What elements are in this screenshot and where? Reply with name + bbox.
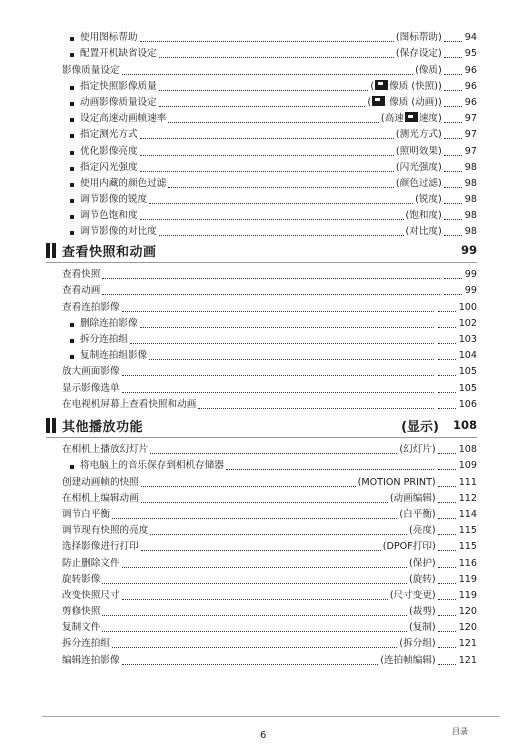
section-header-view	[46, 238, 477, 263]
section-marker-icon	[46, 243, 56, 258]
section-title: 查看快照和动画	[62, 244, 157, 260]
toc-entry-reference-text: (饱和度)	[405, 210, 442, 222]
dot-leader	[198, 407, 433, 409]
toc-entry-page: 108	[458, 444, 477, 456]
dot-leader	[102, 614, 407, 616]
dot-leader	[130, 342, 434, 344]
footer-label: 目录	[452, 727, 468, 736]
toc-entry-label: 将电脑上的音乐保存到相机存储器	[80, 460, 224, 472]
toc-entry-label: 查看动画	[62, 285, 101, 297]
toc-list-top	[62, 28, 477, 238]
toc-entry-label: 指定闪光强度	[80, 161, 138, 173]
dot-leader	[168, 186, 394, 188]
dot-leader	[102, 582, 407, 584]
toc-entry[interactable]	[62, 489, 477, 505]
toc-entry-label: 拆分连拍组	[80, 333, 128, 345]
toc-entry-label: 旋转影像	[62, 573, 101, 585]
footer-divider	[42, 716, 500, 717]
bullet-icon	[70, 323, 74, 327]
dot-leader	[226, 468, 434, 470]
dot-leader	[444, 293, 462, 295]
dot-leader	[438, 549, 456, 551]
toc-entry-reference-text: (旋转)	[409, 573, 436, 585]
toc-entry-reference	[383, 541, 436, 553]
dot-leader	[438, 310, 456, 312]
bullet-icon	[70, 465, 74, 469]
toc-entry[interactable]	[62, 28, 477, 44]
toc-entry-page: 98	[464, 226, 477, 238]
toc-entry[interactable]	[62, 537, 477, 553]
toc-entry-page: 119	[458, 573, 477, 585]
bullet-icon	[70, 151, 74, 155]
dot-leader	[438, 646, 456, 648]
dot-leader	[140, 137, 394, 139]
toc-entry-page: 99	[464, 269, 477, 281]
toc-entry-page: 97	[464, 129, 477, 141]
toc-entry-label: 放大画面影像	[62, 366, 120, 378]
toc-entry-page: 98	[464, 177, 477, 189]
dot-leader	[444, 56, 462, 58]
dot-leader	[141, 501, 388, 503]
toc-entry[interactable]	[62, 456, 477, 472]
toc-entry[interactable]	[62, 378, 477, 394]
quality-icon	[405, 112, 418, 122]
toc-entry-reference-text: (闪光强度)	[395, 161, 442, 173]
toc-entry-reference-text: (动画编辑)	[389, 492, 436, 504]
toc-entry-reference	[406, 210, 442, 222]
toc-entry-label: 选择影像进行打印	[62, 541, 139, 553]
dot-leader	[444, 105, 462, 107]
toc-entry[interactable]	[62, 222, 477, 238]
dot-leader	[438, 533, 456, 535]
dot-leader	[102, 277, 439, 279]
toc-entry[interactable]	[62, 472, 477, 488]
toc-entry[interactable]	[62, 158, 477, 174]
toc-entry-page: 94	[464, 32, 477, 44]
toc-entry-page: 120	[458, 622, 477, 634]
toc-entry[interactable]	[62, 570, 477, 586]
toc-entry-reference	[396, 48, 442, 60]
toc-entry-page: 115	[458, 525, 477, 537]
toc-entry-reference: ( 像质 (快照))	[370, 80, 442, 92]
dot-leader	[444, 277, 462, 279]
toc-entry[interactable]	[62, 346, 477, 362]
dot-leader	[140, 170, 394, 172]
toc-entry-reference	[358, 477, 436, 489]
dot-leader	[438, 485, 456, 487]
toc-entry-page: 121	[458, 638, 477, 650]
bullet-icon	[70, 183, 74, 187]
toc-entry-page: 114	[458, 508, 477, 520]
toc-entry-page: 99	[464, 285, 477, 297]
dot-leader	[438, 598, 456, 600]
toc-entry-reference	[415, 194, 442, 206]
toc-list-view	[62, 265, 477, 411]
dot-leader	[168, 121, 379, 123]
dot-leader	[159, 56, 394, 58]
toc-entry-page: 96	[464, 64, 477, 76]
toc-entry-page: 121	[458, 654, 477, 666]
toc-entry-label: 调节白平衡	[62, 508, 110, 520]
footer-page-number: 6	[260, 730, 267, 741]
toc-entry-page: 98	[464, 210, 477, 222]
toc-entry-page: 100	[458, 301, 477, 313]
toc-entry-label: 编辑连拍影像	[62, 654, 120, 666]
toc-entry-page: 103	[458, 333, 477, 345]
dot-leader	[438, 582, 456, 584]
toc-entry[interactable]	[62, 602, 477, 618]
dot-leader	[438, 407, 456, 409]
toc-entry-reference-text: (保护)	[409, 557, 436, 569]
toc-entry-page: 106	[458, 398, 477, 410]
bullet-icon	[70, 134, 74, 138]
dot-leader	[444, 170, 462, 172]
toc-entry-page: 98	[464, 194, 477, 206]
dot-leader	[438, 630, 456, 632]
toc-entry-page: 105	[458, 382, 477, 394]
dot-leader	[438, 326, 456, 328]
toc-entry-reference-text: (裁剪)	[409, 606, 436, 618]
toc-entry-page: 109	[458, 460, 477, 472]
bullet-icon	[70, 167, 74, 171]
dot-leader	[444, 137, 462, 139]
section-title: 其他播放功能	[62, 419, 144, 435]
dot-leader	[149, 202, 413, 204]
bullet-icon	[70, 37, 74, 41]
dot-leader	[444, 73, 462, 75]
toc-entry[interactable]	[62, 281, 477, 297]
dot-leader	[122, 391, 434, 393]
dot-leader	[444, 202, 462, 204]
toc-entry-label: 复制文件	[62, 622, 101, 634]
toc-entry-page: 96	[464, 96, 477, 108]
section-marker-icon	[46, 418, 56, 433]
toc-entry-reference-text: (像质)	[415, 64, 442, 76]
toc-entry-page: 115	[458, 541, 477, 553]
toc-entry-label: 在相机上播放幻灯片	[62, 444, 149, 456]
toc-entry-label: 指定测光方式	[80, 129, 138, 141]
dot-leader	[102, 630, 407, 632]
toc-entry-reference-text: 速度)	[418, 113, 442, 125]
dot-leader	[438, 566, 456, 568]
toc-entry[interactable]	[62, 314, 477, 330]
toc-entry-page: 97	[464, 113, 477, 125]
dot-leader	[438, 358, 456, 360]
toc-entry-reference	[390, 590, 436, 602]
dot-leader	[112, 646, 397, 648]
toc-entry-reference	[406, 226, 442, 238]
toc-entry-label: 设定高速动画帧速率	[80, 113, 167, 125]
toc-entry-reference	[399, 638, 435, 650]
dot-leader	[438, 468, 456, 470]
dot-leader	[122, 374, 434, 376]
toc-entry[interactable]	[62, 141, 477, 157]
dot-leader	[150, 452, 397, 454]
section-page: 108	[452, 418, 477, 432]
toc-entry-label: 调节影像的对比度	[80, 226, 157, 238]
toc-entry[interactable]	[62, 125, 477, 141]
dot-leader	[140, 40, 394, 42]
toc-entry-reference-text: 像质 (动画)	[386, 96, 439, 108]
toc-entry-reference	[409, 622, 436, 634]
toc-entry[interactable]	[62, 60, 477, 76]
toc-entry-label: 在相机上编辑动画	[62, 492, 139, 504]
toc-entry[interactable]	[62, 297, 477, 313]
dot-leader	[438, 614, 456, 616]
toc-entry-label: 拆分连拍组	[62, 638, 110, 650]
toc-entry[interactable]	[62, 109, 477, 125]
dot-leader	[149, 358, 434, 360]
toc-entry-label: 在电视机屏幕上查看快照和动画	[62, 398, 197, 410]
section-page: 99	[460, 243, 477, 257]
toc-entry-reference-text: 像质 (快照)	[389, 80, 439, 92]
dot-leader	[438, 342, 456, 344]
toc-entry-page: 111	[458, 476, 477, 488]
toc-entry-label: 改变快照尺寸	[62, 589, 120, 601]
toc-entry[interactable]	[62, 395, 477, 411]
toc-entry[interactable]	[62, 174, 477, 190]
toc-entry[interactable]	[62, 618, 477, 634]
toc-entry-label: 创建动画帧的快照	[62, 476, 139, 488]
toc-entry-reference	[396, 146, 442, 158]
toc-entry-reference	[381, 112, 442, 125]
toc-entry-label: 使用内藏的颜色过滤	[80, 177, 167, 189]
dot-leader	[159, 105, 366, 107]
toc-entry[interactable]	[62, 77, 477, 93]
toc-entry-label: 调节色饱和度	[80, 210, 138, 222]
toc-entry-reference	[399, 509, 435, 521]
bullet-icon	[70, 102, 74, 106]
dot-leader	[122, 73, 414, 75]
bullet-icon	[70, 339, 74, 343]
section-subtitle: (显示)	[401, 419, 439, 435]
toc-entry[interactable]	[62, 44, 477, 60]
toc-entry-reference: ( 像质 (动画))	[367, 96, 442, 108]
toc-entry-reference	[399, 444, 435, 456]
toc-entry-page: 95	[464, 48, 477, 60]
bullet-icon	[70, 355, 74, 359]
toc-entry-reference	[380, 655, 435, 667]
toc-entry-reference-text: (照明效果)	[395, 145, 442, 157]
toc-entry[interactable]	[62, 440, 477, 456]
toc-entry[interactable]	[62, 650, 477, 666]
toc-entry-reference	[396, 129, 442, 141]
toc-entry-label: 优化影像亮度	[80, 145, 138, 157]
dot-leader	[140, 154, 394, 156]
toc-entry-page: 98	[464, 161, 477, 173]
toc-entry-page: 116	[458, 557, 477, 569]
dot-leader	[438, 517, 456, 519]
dot-leader	[438, 452, 456, 454]
toc-entry-page: 104	[458, 350, 477, 362]
toc-entry-reference-text: (测光方式)	[395, 129, 442, 141]
toc-entry-reference	[396, 178, 442, 190]
dot-leader	[438, 391, 456, 393]
toc-entry-page: 119	[458, 589, 477, 601]
toc-entry-reference-text: (连拍帧编辑)	[380, 654, 436, 666]
toc-entry-reference-text: (保存设定)	[395, 48, 442, 60]
toc-entry-reference-text: (复制)	[409, 622, 436, 634]
dot-leader	[140, 218, 404, 220]
toc-entry[interactable]	[62, 505, 477, 521]
toc-entry-label: 配置开机缺省设定	[80, 48, 157, 60]
toc-entry[interactable]	[62, 265, 477, 281]
toc-entry-label: 调节现有快照的亮度	[62, 525, 149, 537]
dot-leader	[444, 186, 462, 188]
toc-entry-page: 105	[458, 366, 477, 378]
toc-entry-reference	[390, 493, 436, 505]
toc-entry-reference	[396, 162, 442, 174]
dot-leader	[159, 89, 369, 91]
dot-leader	[444, 154, 462, 156]
toc-entry-reference	[409, 558, 436, 570]
toc-list-playback	[62, 440, 477, 667]
toc-entry-label: 显示影像选单	[62, 382, 120, 394]
dot-leader	[122, 663, 379, 665]
dot-leader	[444, 89, 462, 91]
section-header-playback	[46, 413, 477, 438]
toc-entry-reference-text: (DPOF打印)	[382, 541, 436, 553]
toc-entry-label: 影像质量设定	[62, 64, 120, 76]
bullet-icon	[70, 231, 74, 235]
toc-entry-label: 查看快照	[62, 269, 101, 281]
toc-entry[interactable]	[62, 93, 477, 109]
bullet-icon	[70, 53, 74, 57]
dot-leader	[438, 501, 456, 503]
toc-entry-page: 112	[458, 492, 477, 504]
bullet-icon	[70, 118, 74, 122]
toc-entry[interactable]	[62, 634, 477, 650]
toc-entry-reference-text: (白平衡)	[399, 508, 436, 520]
dot-leader	[444, 121, 462, 123]
toc-entry-label: 剪修快照	[62, 606, 101, 618]
toc-entry[interactable]	[62, 206, 477, 222]
toc-entry-reference-text: (亮度)	[409, 525, 436, 537]
toc-entry[interactable]	[62, 586, 477, 602]
toc-entry-reference	[409, 574, 436, 586]
toc-entry-reference-prefix: (高速	[380, 113, 404, 125]
toc-entry-reference-text: (对比度)	[405, 226, 442, 238]
toc-entry-label: 指定快照影像质量	[80, 80, 157, 92]
toc-entry-label: 调节影像的锐度	[80, 194, 148, 206]
toc-entry-reference-text: (锐度)	[415, 194, 442, 206]
toc-entry-reference	[409, 606, 436, 618]
toc-entry-label: 使用图标帮助	[80, 32, 138, 44]
dot-leader	[444, 234, 462, 236]
dot-leader	[122, 566, 407, 568]
toc-entry-reference-text: (尺寸变更)	[389, 589, 436, 601]
toc-entry-reference-text: (颜色过滤)	[395, 177, 442, 189]
dot-leader	[141, 485, 356, 487]
dot-leader	[102, 293, 439, 295]
bullet-icon	[70, 86, 74, 90]
toc-entry[interactable]	[62, 190, 477, 206]
dot-leader	[444, 218, 462, 220]
toc-entry-reference	[396, 32, 442, 44]
toc-entry-label: 复制连拍组影像	[80, 350, 148, 362]
toc-entry-page: 120	[458, 606, 477, 618]
toc-entry-reference-text: (MOTION PRINT)	[357, 476, 436, 488]
toc-entry-reference-text: (幻灯片)	[399, 444, 436, 456]
toc-entry-reference-text: (图标帮助)	[395, 32, 442, 44]
quality-icon	[372, 96, 385, 106]
toc-entry-label: 查看连拍影像	[62, 301, 120, 313]
dot-leader	[438, 374, 456, 376]
toc-entry[interactable]	[62, 553, 477, 569]
dot-leader	[159, 234, 404, 236]
toc-entry-page: 97	[464, 145, 477, 157]
bullet-icon	[70, 199, 74, 203]
toc-entry-page: 96	[464, 80, 477, 92]
dot-leader	[122, 310, 434, 312]
dot-leader	[140, 326, 434, 328]
dot-leader	[112, 517, 397, 519]
toc-entry-reference-text: (拆分组)	[399, 638, 436, 650]
toc-entry-reference	[415, 65, 442, 77]
toc-entry-label: 防止删除文件	[62, 557, 120, 569]
toc-entry[interactable]	[62, 362, 477, 378]
dot-leader	[444, 40, 462, 42]
toc-entry-page: 102	[458, 317, 477, 329]
dot-leader	[141, 549, 381, 551]
dot-leader	[438, 663, 456, 665]
toc-entry-label: 动画影像质量设定	[80, 96, 157, 108]
toc-entry-reference	[409, 525, 436, 537]
bullet-icon	[70, 215, 74, 219]
quality-icon	[375, 80, 388, 90]
dot-leader	[150, 533, 407, 535]
toc-entry-label: 删除连拍影像	[80, 317, 138, 329]
toc-entry[interactable]	[62, 330, 477, 346]
toc-entry[interactable]	[62, 521, 477, 537]
dot-leader	[122, 598, 388, 600]
